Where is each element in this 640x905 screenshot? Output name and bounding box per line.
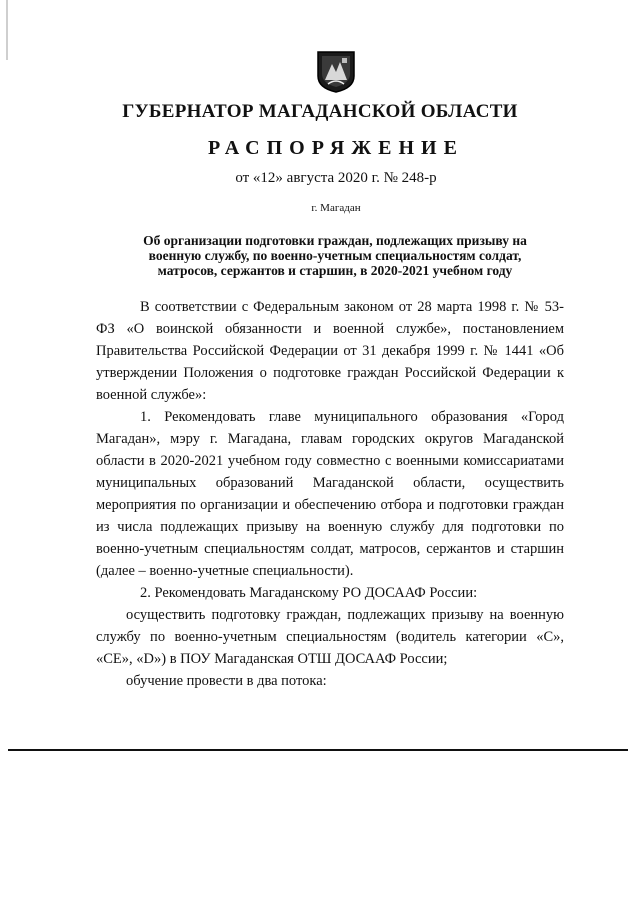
paragraph-item-1: 1. Рекомендовать главе муниципального образования «Город Магадан», мэру г. Магадана, главам городских округов Магаданской области в 2020-2021 учебном году совместно с военными комиссариатами муниципальных образований Магаданской области, осуществить мероприятия по организации и обеспечению отбора и подготовки граждан из числа подлежащих призыву на военную службу для подготовки по военно-учетным специальностям солдат, матросов, сержантов и старшин (далее – военно-учетные специальности).: [96, 409, 564, 579]
document-city: г. Магадан: [311, 202, 361, 214]
document-subject: Об организации подготовки граждан, подлежащих призыву на военную службу, по военно-учетным специальностям солдат, матросов, сержантов и старшин, в 2020-2021 учебном году: [143, 233, 527, 278]
paragraph-item-2-b: обучение провести в два потока:: [126, 673, 327, 689]
paragraph-item-2: 2. Рекомендовать Магаданскому РО ДОСААФ России:: [140, 585, 478, 601]
paragraph-item-2-a: осуществить подготовку граждан, подлежащих призыву на военную службу по военно-учетным специальностям (водитель категории «С», «СЕ», «D») в ПОУ Магаданская ОТШ ДОСААФ России;: [96, 607, 564, 667]
governor-title: ГУБЕРНАТОР МАГАДАНСКОЙ ОБЛАСТИ: [122, 101, 518, 122]
paragraph-preamble: В соответствии с Федеральным законом от 28 марта 1998 г. № 53-ФЗ «О воинской обязанности и военной службе», постановлением Правительства Российской Федерации от 31 декабря 1999 г. № 1441 «Об утверждении Положения о подготовке граждан Российской Федерации к военной службе»:: [96, 299, 564, 403]
coat-of-arms-icon: [316, 50, 356, 94]
document-type: РАСПОРЯЖЕНИЕ: [208, 137, 464, 159]
scan-edge-mark: [6, 0, 8, 60]
document-body: [96, 296, 564, 692]
page-bottom-rule: [8, 749, 628, 751]
document-date-number: от «12» августа 2020 г. № 248-р: [235, 170, 437, 186]
